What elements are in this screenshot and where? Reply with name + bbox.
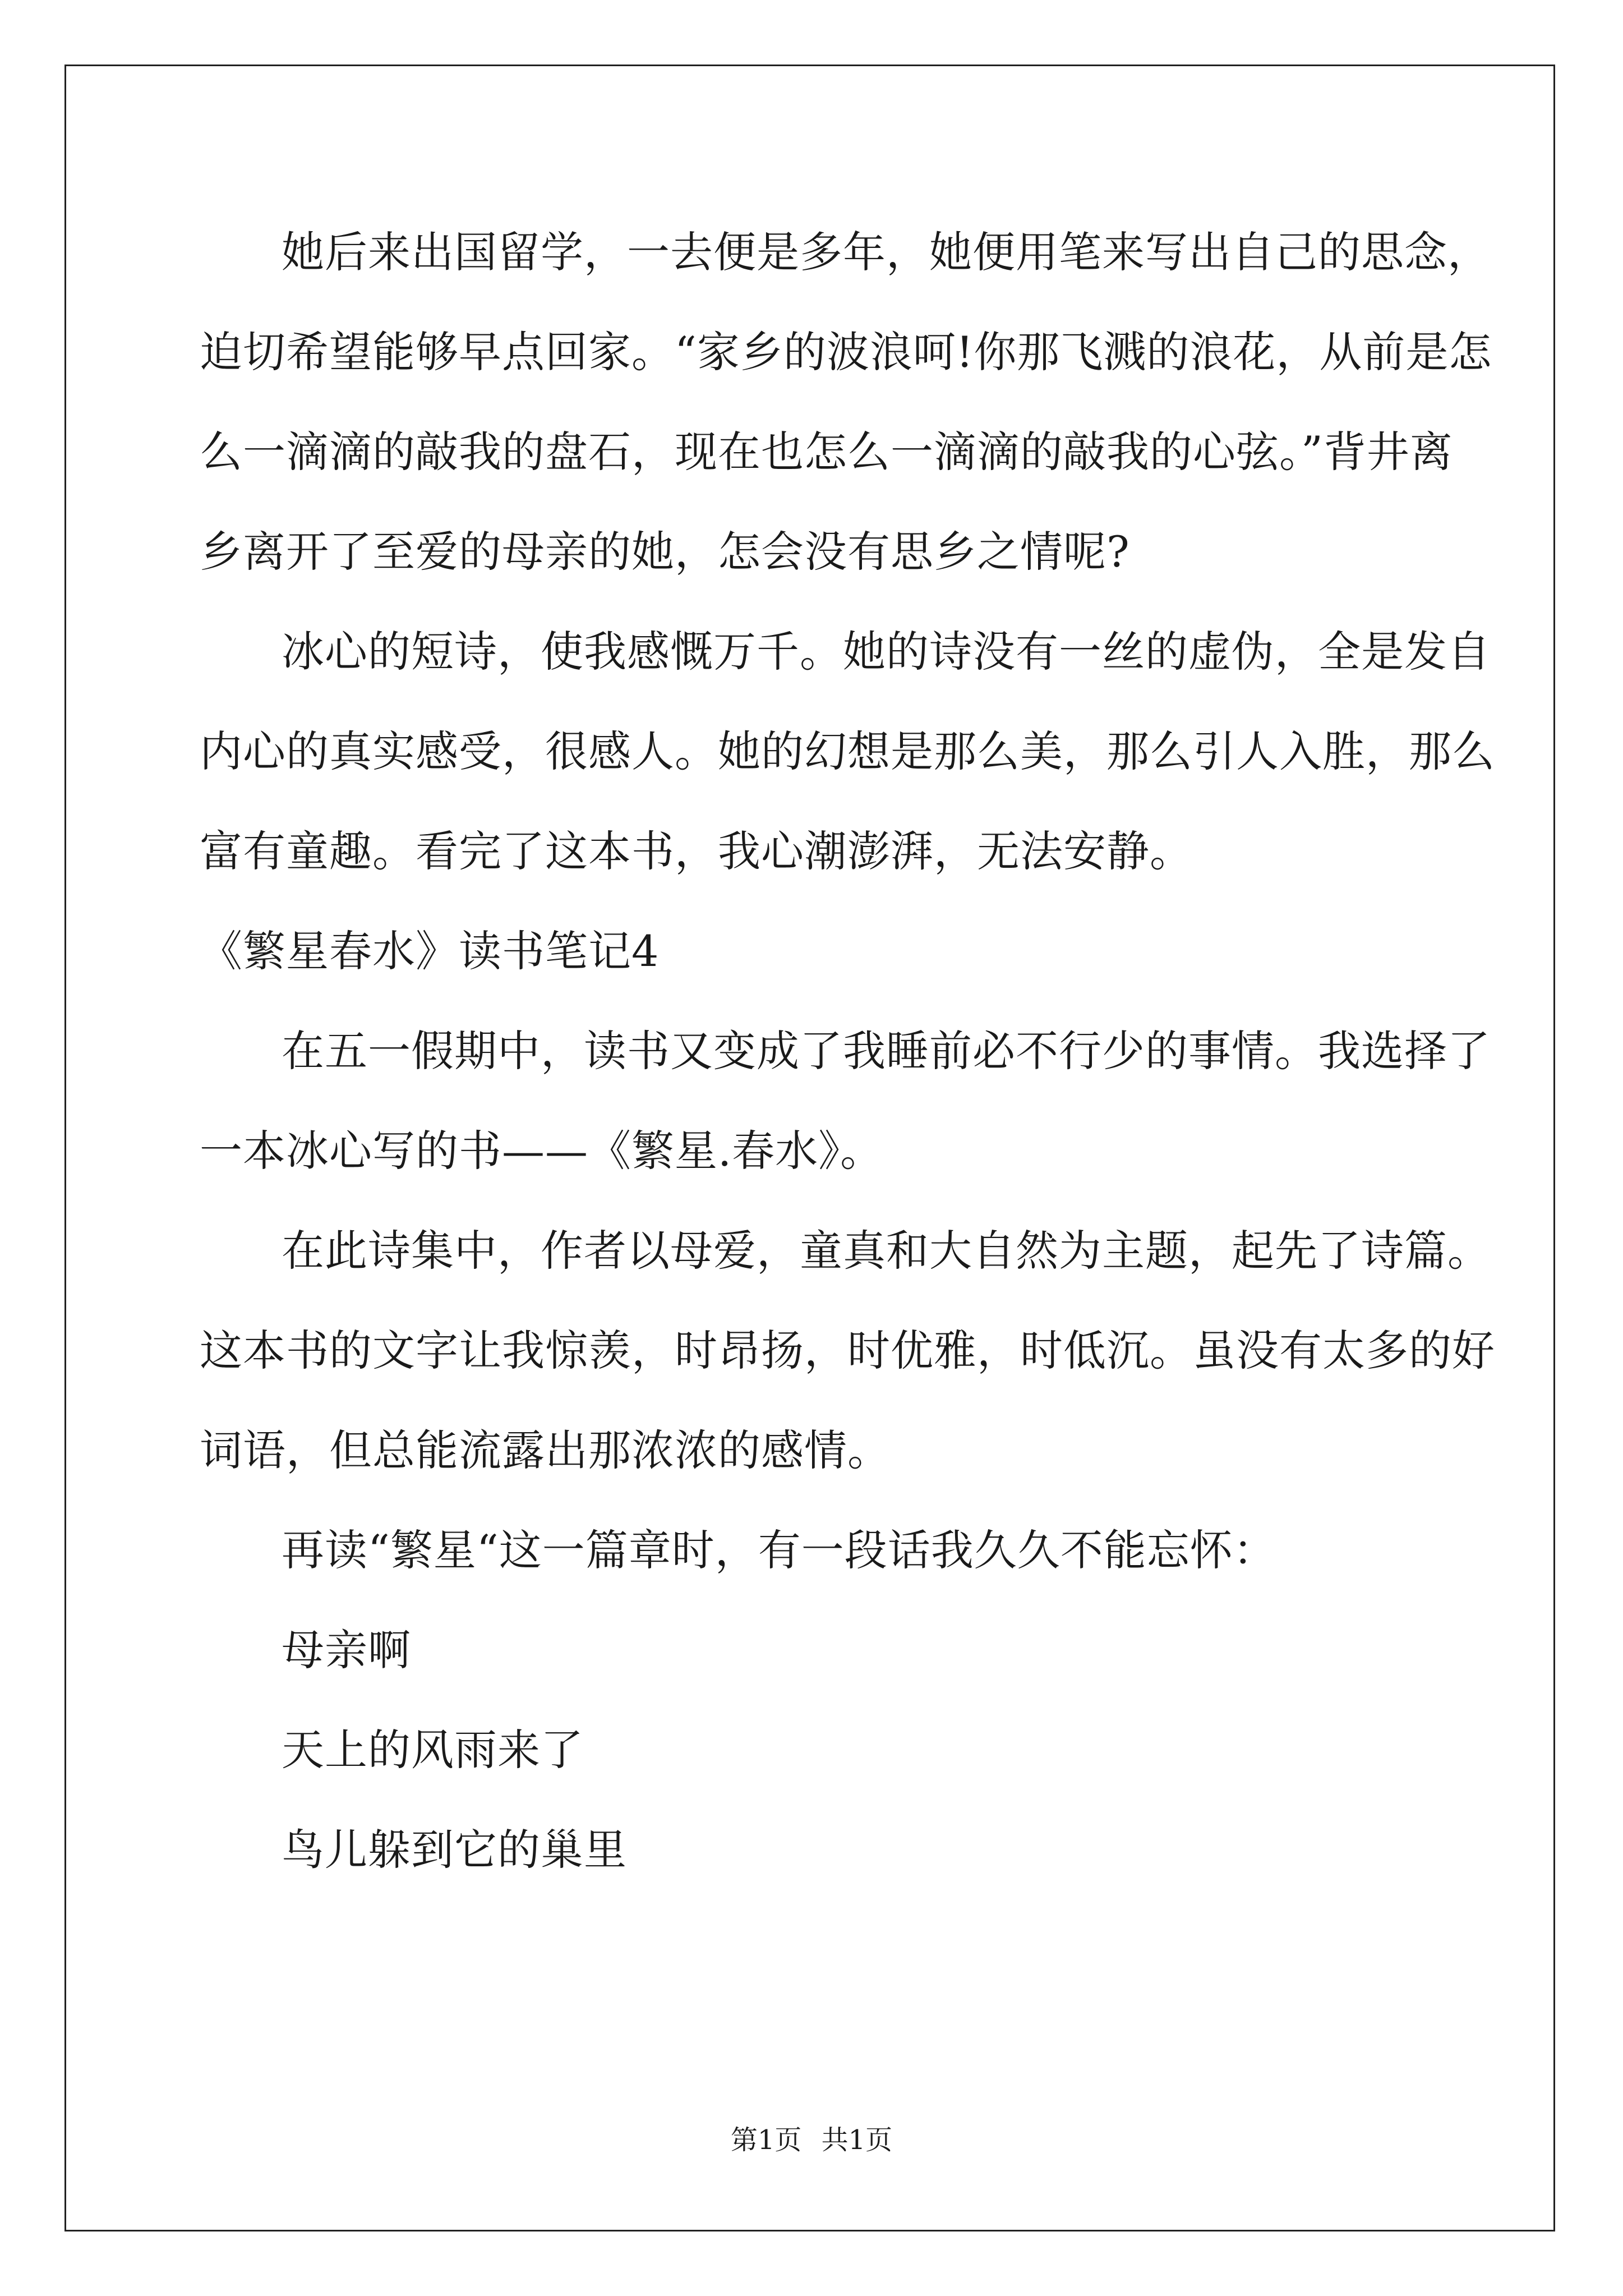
paragraph-line: 在此诗集中，作者以母爱，童真和大自然为主题，起先了诗篇。 xyxy=(282,1226,1491,1276)
paragraph-line: 词语，但总能流露出那浓浓的感情。 xyxy=(200,1425,891,1475)
paragraph-line: 富有童趣。看完了这本书，我心潮澎湃，无法安静。 xyxy=(200,826,1193,876)
page-total: 共1页 xyxy=(821,2124,893,2156)
paragraph-line: 她后来出国留学，一去便是多年，她便用笔来写出自己的思念， xyxy=(282,227,1491,277)
paragraph-line: 么一滴滴的敲我的盘石，现在也怎么一滴滴的敲我的心弦。”背井离 xyxy=(200,427,1453,477)
section-heading: 《繁星春水》读书笔记4 xyxy=(200,926,660,976)
paragraph-line: 在五一假期中，读书又变成了我睡前必不行少的事情。我选择了 xyxy=(282,1026,1491,1076)
poem-line: 鸟儿躲到它的巢里 xyxy=(282,1825,627,1875)
paragraph-line: 乡离开了至爱的母亲的她，怎会没有思乡之情呢? xyxy=(200,527,1130,577)
paragraph-line: 一本冰心写的书——《繁星.春水》。 xyxy=(200,1126,884,1176)
page-footer xyxy=(0,2123,1623,2157)
paragraph-line: 迫切希望能够早点回家。“家乡的波浪呵!你那飞溅的浪花，从前是怎 xyxy=(200,327,1492,377)
paragraph-line: 再读“繁星“这一篇章时，有一段话我久久不能忘怀： xyxy=(282,1525,1276,1575)
page-number: 第1页 xyxy=(730,2124,802,2156)
paragraph-line: 内心的真实感受，很感人。她的幻想是那么美，那么引人入胜，那么 xyxy=(200,726,1495,776)
paragraph-line: 冰心的短诗，使我感慨万千。她的诗没有一丝的虚伪，全是发自 xyxy=(282,627,1491,677)
poem-line: 天上的风雨来了 xyxy=(282,1725,584,1775)
poem-line: 母亲啊 xyxy=(282,1625,411,1675)
paragraph-line: 这本书的文字让我惊羡，时昂扬，时优雅，时低沉。虽没有太多的好 xyxy=(200,1326,1495,1375)
